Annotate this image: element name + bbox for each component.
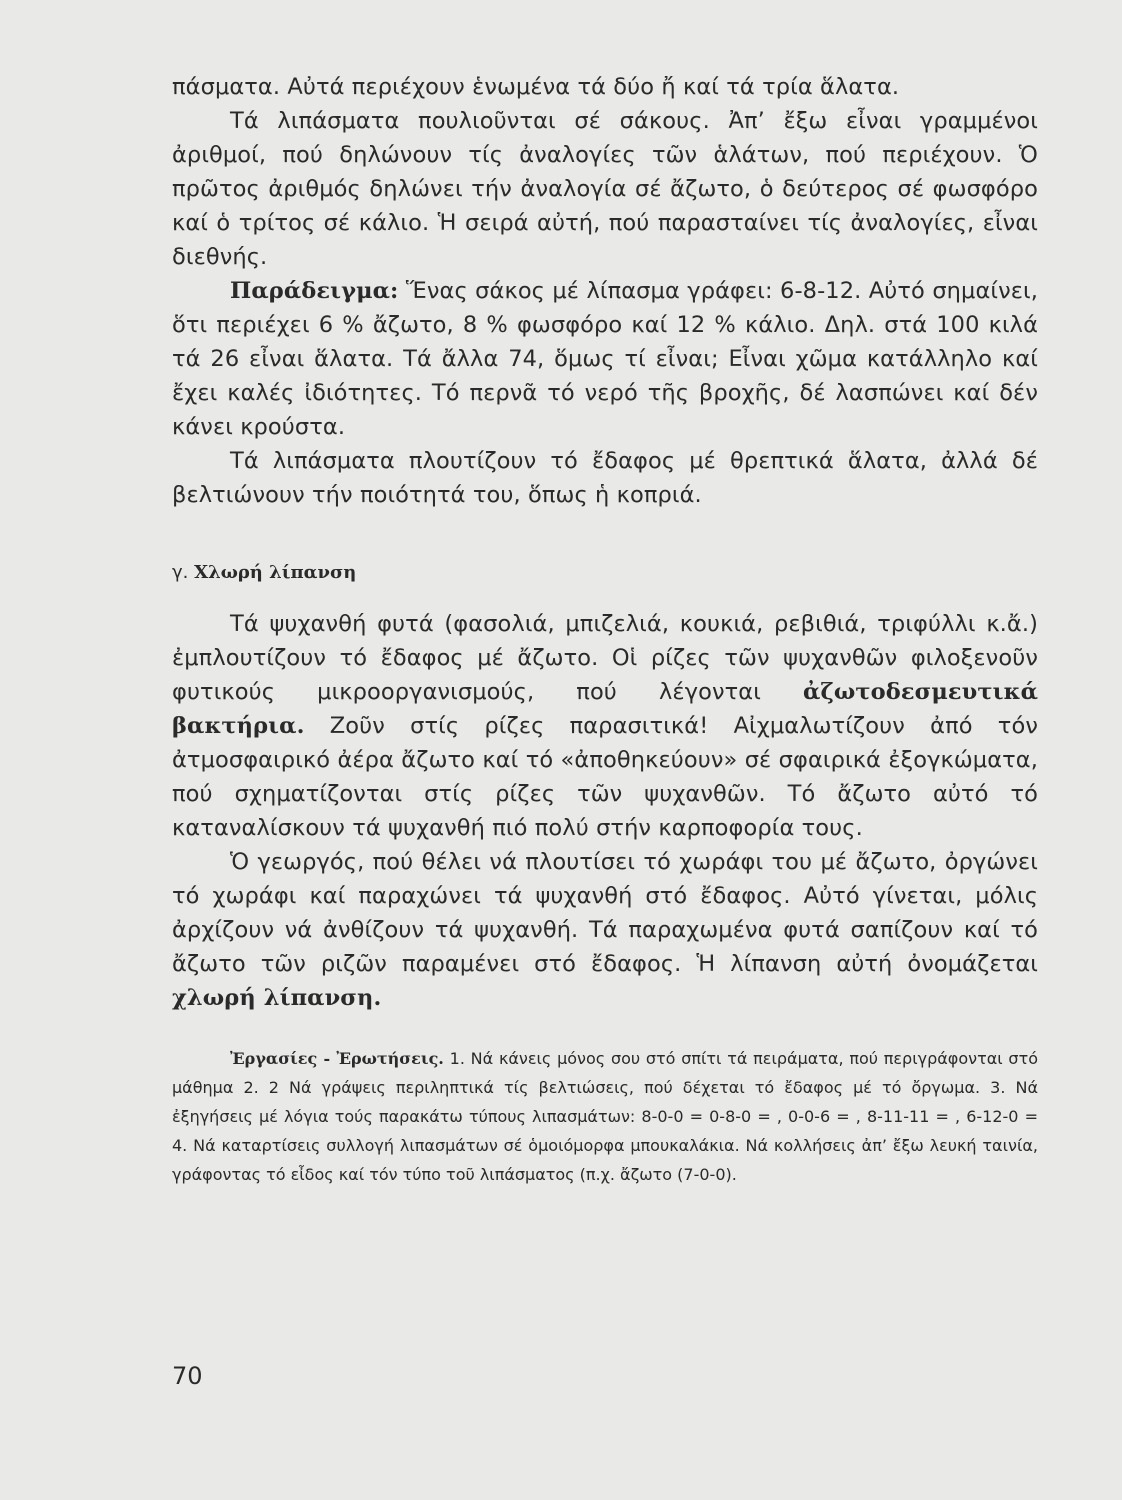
paragraph-legumes	[172, 607, 1038, 845]
page-number: 70	[172, 1362, 203, 1390]
paragraph-fertilizer-sacks: Τά λιπάσματα πουλιοῦνται σέ σάκους. Ἀπ’ ἔξω εἶναι γραμμένοι ἀριθμοί, πού δηλώνουν τίς ἀναλογίες τῶν ἁλάτων, πού περιέχουν. Ὁ πρῶτος ἀριθμός δηλώνει τήν ἀναλογία σέ ἄζωτο, ὁ δεύτερος σέ φωσφόρο καί ὁ τρίτος σέ κάλιο. Ἡ σειρά αὐτή, πού παρασταίνει τίς ἀναλογίες, εἶναι διεθνής.	[172, 108, 1038, 270]
legumes-text-start: Τά ψυχανθή φυτά (φασολιά, μπιζελιά, κουκιά, ρεβιθιά, τριφύλλι κ.ἄ.) ἐμπλουτίζουν τό ἔδαφος μέ ἄζωτο. Οἱ ρίζες τῶν ψυχανθῶν φιλοξενοῦν φυτικούς μικροοργανισμούς, πού λέγονται	[172, 611, 1038, 705]
paragraph-fertilizer-soil: Τά λιπάσματα πλουτίζουν τό ἔδαφος μέ θρεπτικά ἅλατα, ἀλλά δέ βελτιώνουν τήν ποιότητά του, ὅπως ἡ κοπριά.	[172, 448, 1038, 508]
section-heading	[172, 560, 356, 586]
exercises-label: Ἐργασίες - Ἐρωτήσεις.	[230, 1049, 444, 1068]
example-text: Ἕνας σάκος μέ λίπασμα γράφει: 6-8-12. Αὐτό σημαίνει, ὅτι περιέχει 6 % ἄζωτο, 8 % φωσφόρο καί 12 % κάλιο. Δηλ. στά 100 κιλά τά 26 εἶναι ἅλατα. Τά ἄλλα 74, ὅμως τί εἶναι; Εἶναι χῶμα κατάλληλο καί ἔχει καλές ἰδιότητες. Τό περνᾶ τό νερό τῆς βροχῆς, δέ λασπώνει καί δέν κάνει κρούστα.	[172, 278, 1038, 440]
section-title: Χλωρή λίπανση	[194, 562, 357, 583]
green-manure-text: Ὁ γεωργός, πού θέλει νά πλουτίσει τό χωράφι του μέ ἄζωτο, ὀργώνει τό χωράφι καί παραχώνει τά ψυχανθή στό ἔδαφος. Αὐτό γίνεται, μόλις ἀρχίζουν νά ἀνθίζουν τά ψυχανθή. Τά παραχωμένα φυτά σαπίζουν καί τό ἄζωτο τῶν ριζῶν παραμένει στό ἔδαφος. Ἡ λίπανση αὐτή ὀνομάζεται	[172, 849, 1038, 977]
paragraph-green-manure	[172, 845, 1038, 1015]
paragraph-continuation: πάσματα. Αὐτά περιέχουν ἑνωμένα τά δύο ἤ καί τά τρία ἅλατα.	[172, 74, 900, 100]
green-manure-term: χλωρή λίπανση.	[172, 985, 382, 1011]
nitrogen-bacteria-term: ἀζωτοδεσμευτικά βακτήρια.	[172, 679, 1038, 739]
section-marker: γ.	[172, 562, 189, 583]
exercises-text: 1. Νά κάνεις μόνος σου στό σπίτι τά πειράματα, πού περιγράφονται στό μάθημα 2. 2 Νά γράψεις περιληπτικά τίς βελτιώσεις, πού δέχεται τό ἔδαφος μέ τό ὄργωμα. 3. Νά ἐξηγήσεις μέ λόγια τούς παρακάτω τύπους λιπασμάτων: 8-0-0 = 0-8-0 = , 0-0-6 = , 8-11-11 = , 6-12-0 = 4. Νά καταρτίσεις συλλογή λιπασμάτων σέ ὁμοιόμορφα μπουκαλάκια. Νά κολλήσεις ἀπ’ ἔξω λευκή ταινία, γράφοντας τό εἶδος καί τόν τύπο τοῦ λιπάσματος (π.χ. ἄζωτο (7-0-0).	[172, 1049, 1038, 1184]
exercises-block	[172, 1044, 1038, 1189]
legumes-text-end: Ζοῦν στίς ρίζες παρασιτικά! Αἰχμαλωτίζουν ἀπό τόν ἀτμοσφαιρικό ἀέρα ἄζωτο καί τό «ἀποθηκεύουν» σέ σφαιρικά ἐξογκώματα, πού σχηματίζονται στίς ρίζες τῶν ψυχανθῶν. Τό ἄζωτο αὐτό τό καταναλίσκουν τά ψυχανθή πιό πολύ στήν καρποφορία τους.	[172, 713, 1038, 841]
main-text	[172, 70, 1038, 512]
example-label: Παράδειγμα:	[230, 278, 399, 304]
section-text	[172, 607, 1038, 1015]
exercises-paragraph	[172, 1044, 1038, 1189]
paragraph-example	[172, 274, 1038, 444]
